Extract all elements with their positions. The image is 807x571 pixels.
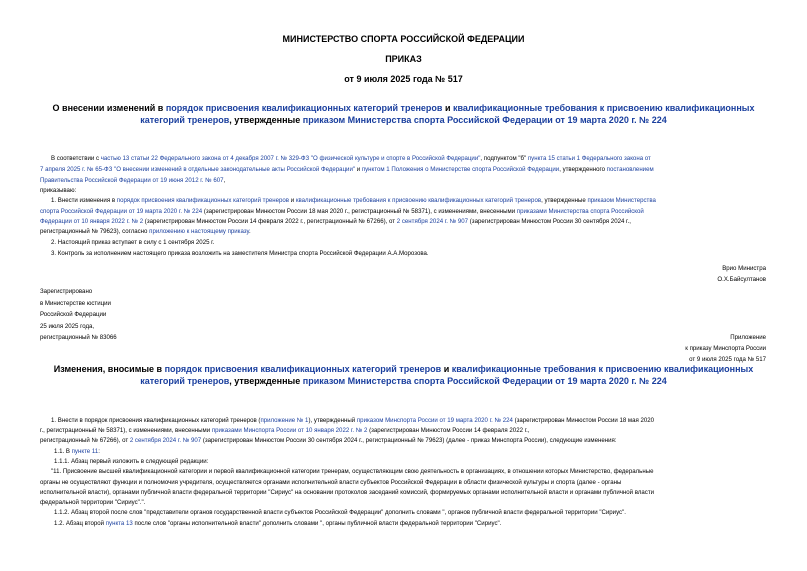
text: 1.2. Абзац второй [54, 520, 106, 527]
regulation-link[interactable]: пунктом 1 Положения о Министерстве спорта Российской Федерации [361, 166, 560, 173]
title-text: О внесении изменений в [52, 103, 166, 113]
law-65-link[interactable]: 7 апреля 2025 г. № 65-ФЗ "О внесении изменений в отдельные законодательные акты Российской Федерации" [40, 166, 356, 173]
changes-title-line2 [0, 376, 807, 386]
resolution-link[interactable]: Правительства Российской Федерации от 19 июня 2012 г. № 607 [40, 177, 224, 184]
text: и [355, 166, 362, 173]
registration-line: в Министерстве юстиции [40, 300, 111, 307]
order-point-1 [51, 198, 656, 204]
registration-line: Российской Федерации [40, 311, 107, 318]
order-224-link[interactable]: приказом Министерства спорта Российской Федерации от 19 марта 2020 г. № 224 [302, 115, 667, 125]
text: (зарегистрирован Минюстом России 18 мая 2020 г., регистрационный № 58371), с изменениями, внесенными [202, 208, 517, 215]
appendix-order-date: от 9 июля 2025 года № 517 [689, 356, 766, 363]
change-1-line [40, 428, 530, 434]
change-1-1 [54, 449, 100, 455]
text: . [248, 228, 251, 235]
appendix-1-link[interactable]: приложение № 1 [260, 417, 309, 424]
title-text: и [441, 364, 452, 374]
document-title [0, 103, 807, 113]
requirements-link[interactable]: категорий тренеров [140, 115, 230, 125]
requirements-link[interactable]: квалификационные требования к присвоению квалификационных категорий тренеров [295, 197, 542, 204]
text: (зарегистрирован Минюстом России 30 сентября 2024 г., регистрационный № 79623) (далее - приказ Минспорта России), следующие изменения: [201, 437, 617, 444]
order-2-link[interactable]: Федерации от 10 января 2022 г. № 2 [40, 218, 144, 225]
text: (зарегистрирован Минюстом России 30 сентября 2024 г., [468, 218, 631, 225]
change-1-line [40, 438, 616, 444]
procedure-link[interactable]: порядок присвоения квалификационных категорий тренеров [165, 103, 443, 113]
procedure-link[interactable]: порядок присвоения квалификационных категорий тренеров [164, 364, 442, 374]
text: В соответствии с [51, 155, 101, 162]
text: г., регистрационный № 58371), с изменениями, внесенными [40, 427, 212, 434]
preamble-line [40, 178, 225, 184]
text: регистрационный № 67266), от [40, 437, 130, 444]
change-1-2 [54, 521, 501, 527]
text: : [98, 448, 100, 455]
text: (зарегистрирован Минюстом России 14 февраля 2022 г., [367, 427, 530, 434]
ministry-name: МИНИСТЕРСТВО СПОРТА РОССИЙСКОЙ ФЕДЕРАЦИИ [282, 34, 525, 44]
quoted-text-line: органы не осуществляют функции и полномочия учредителя, осуществляется органами исполнительной власти субъектов Российской Федерации в области физической культуры и спорта (далее - органы [40, 479, 622, 486]
title-text: Изменения, вносимые в [53, 364, 165, 374]
order-point-2: 2. Настоящий приказ вступает в силу с 1 сентября 2025 г. [51, 239, 215, 246]
point-13-link[interactable]: пункта 13 [105, 520, 133, 527]
procedure-link[interactable]: порядок присвоения квалификационных категорий тренеров [116, 197, 290, 204]
text: 1.1. В [54, 448, 72, 455]
title-text: , утвержденные [229, 115, 303, 125]
text: после слов "органы исполнительной власти" дополнить словами ", органы публичной власти федеральной территории "Сириус". [132, 520, 502, 527]
document-type: ПРИКАЗ [385, 54, 422, 64]
text: , подпунктом "б" [480, 155, 528, 162]
signature-name: О.Х.Байсултанов [717, 276, 766, 283]
order-point-1-line [40, 209, 644, 215]
text: регистрационный № 79623), согласно [40, 228, 150, 235]
order-224-link[interactable]: приказом Министерства спорта Российской Федерации от 19 марта 2020 г. № 224 [302, 376, 667, 386]
change-1 [51, 418, 654, 424]
order-point-1-line [40, 219, 631, 225]
requirements-link[interactable]: квалификационные требования к присвоению квалификационных [451, 364, 754, 374]
order-point-3: 3. Контроль за исполнением настоящего приказа возложить на заместителя Министра спорта Российской Федерации А.А.Морозова. [51, 250, 429, 257]
change-1-1-1: 1.1.1. Абзац первый изложить в следующей редакции: [54, 458, 209, 465]
text: (зарегистрирован Минюстом России 14 февраля 2022 г., регистрационный № 67266), от [143, 218, 397, 225]
point-11-link[interactable]: пункте 11 [71, 448, 99, 455]
title-text: , утвержденные [229, 376, 303, 386]
law-329-link[interactable]: частью 13 статьи 22 Федерального закона от 4 декабря 2007 г. № 329-ФЗ "О физической культуре и спорте в Российской Федерации" [100, 155, 481, 162]
text: 1. Внести изменения в [51, 197, 117, 204]
resolution-link[interactable]: постановлением [606, 166, 654, 173]
preamble-line [40, 167, 654, 173]
appendix-link[interactable]: приложению к настоящему приказу [149, 228, 249, 235]
quoted-text-line: федеральной территории "Сириус".". [40, 499, 146, 506]
requirements-link[interactable]: категорий тренеров [140, 376, 230, 386]
preamble-line [51, 156, 651, 162]
order-907-link[interactable]: 2 сентября 2024 г. № 907 [129, 437, 202, 444]
text: 1. Внести в порядок присвоения квалификационных категорий тренеров ( [51, 417, 261, 424]
order-2-link[interactable]: приказами Министерства спорта Российской [516, 208, 644, 215]
text: и [289, 197, 296, 204]
appendix-order-ref: к приказу Минспорта России [685, 345, 766, 352]
order-907-link[interactable]: 2 сентября 2024 г. № 907 [396, 218, 469, 225]
changes-title [0, 364, 807, 374]
law-65-link[interactable]: пункта 15 статьи 1 Федерального закона от [527, 155, 651, 162]
text: , утвержденного [559, 166, 607, 173]
text: (зарегистрирован Минюстом России 18 мая 2020 [512, 417, 655, 424]
title-text: и [442, 103, 453, 113]
document-title-line2 [0, 115, 807, 125]
order-2-link[interactable]: приказами Минспорта России от 10 января 2022 г. № 2 [211, 427, 368, 434]
requirements-link[interactable]: квалификационные требования к присвоению квалификационных [452, 103, 755, 113]
text: , утвержденные [541, 197, 588, 204]
document-date: от 9 июля 2025 года № 517 [344, 74, 463, 84]
quoted-text-line: "11. Присвоение высшей квалификационной категории и первой квалификационной категории тренерам, осуществляющим свою деятельность в организациях, в отношении которых Министерство, федеральные [51, 468, 654, 475]
registration-number: регистрационный № 83066 [40, 334, 117, 341]
quoted-text-line: исполнительной власти), органами публичной власти федеральной территории "Сириус" на основании протоколов заседаний комиссий, формируемых органами исполнительной власти и органами публичной власти [40, 489, 655, 496]
order-224-link[interactable]: приказом Министерства [587, 197, 656, 204]
registration-date: 25 июля 2025 года, [40, 323, 95, 330]
order-point-1-line [40, 229, 251, 235]
order-224-link[interactable]: спорта Российской Федерации от 19 марта 2020 г. № 224 [40, 208, 203, 215]
order-word: приказываю: [40, 187, 77, 194]
appendix-label: Приложение [730, 334, 766, 341]
registration-line: Зарегистрировано [40, 288, 93, 295]
change-1-1-2: 1.1.2. Абзац второй после слов "представители органов государственной власти субъектов Российской Федерации" дополнить словами ", органов публичной власти федеральной территории "Сириус". [54, 509, 626, 516]
signature-position: Врио Министра [722, 265, 766, 272]
text: , [223, 177, 226, 184]
text: ), утвержденный [308, 417, 357, 424]
order-224-link[interactable]: приказом Минспорта России от 19 марта 2020 г. № 224 [356, 417, 513, 424]
